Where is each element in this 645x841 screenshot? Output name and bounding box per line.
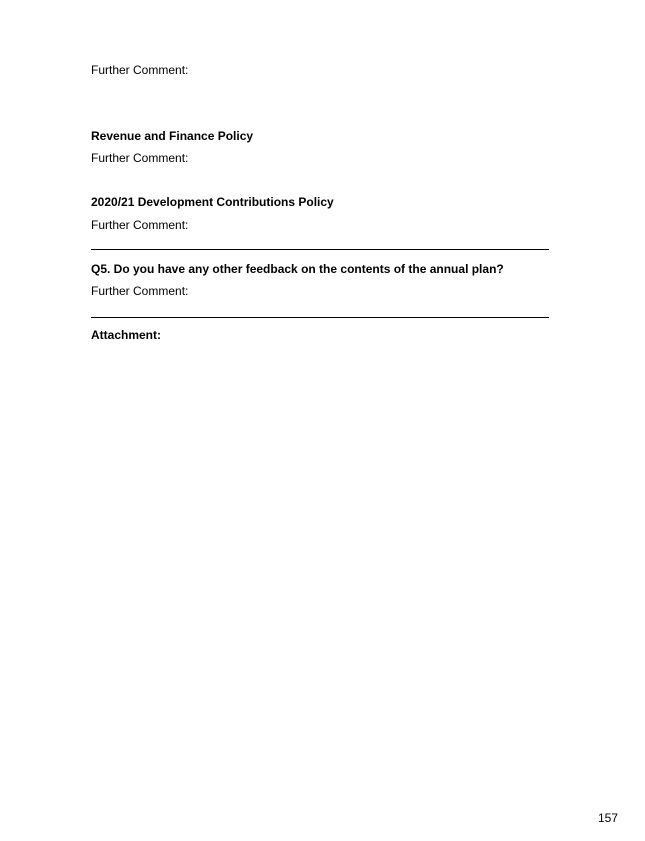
- revenue-further-comment-label: Further Comment:: [91, 151, 189, 165]
- development-contributions-heading: 2020/21 Development Contributions Policy: [91, 195, 334, 209]
- further-comment-label: Further Comment:: [91, 63, 189, 77]
- divider-line: [91, 249, 549, 250]
- page-number: 157: [598, 811, 619, 825]
- q5-further-comment-label: Further Comment:: [91, 284, 189, 298]
- revenue-finance-policy-heading: Revenue and Finance Policy: [91, 129, 254, 143]
- divider-line: [91, 317, 549, 318]
- attachment-label: Attachment:: [91, 328, 162, 342]
- development-further-comment-label: Further Comment:: [91, 218, 189, 232]
- q5-heading: Q5. Do you have any other feedback on the contents of the annual plan?: [91, 262, 504, 276]
